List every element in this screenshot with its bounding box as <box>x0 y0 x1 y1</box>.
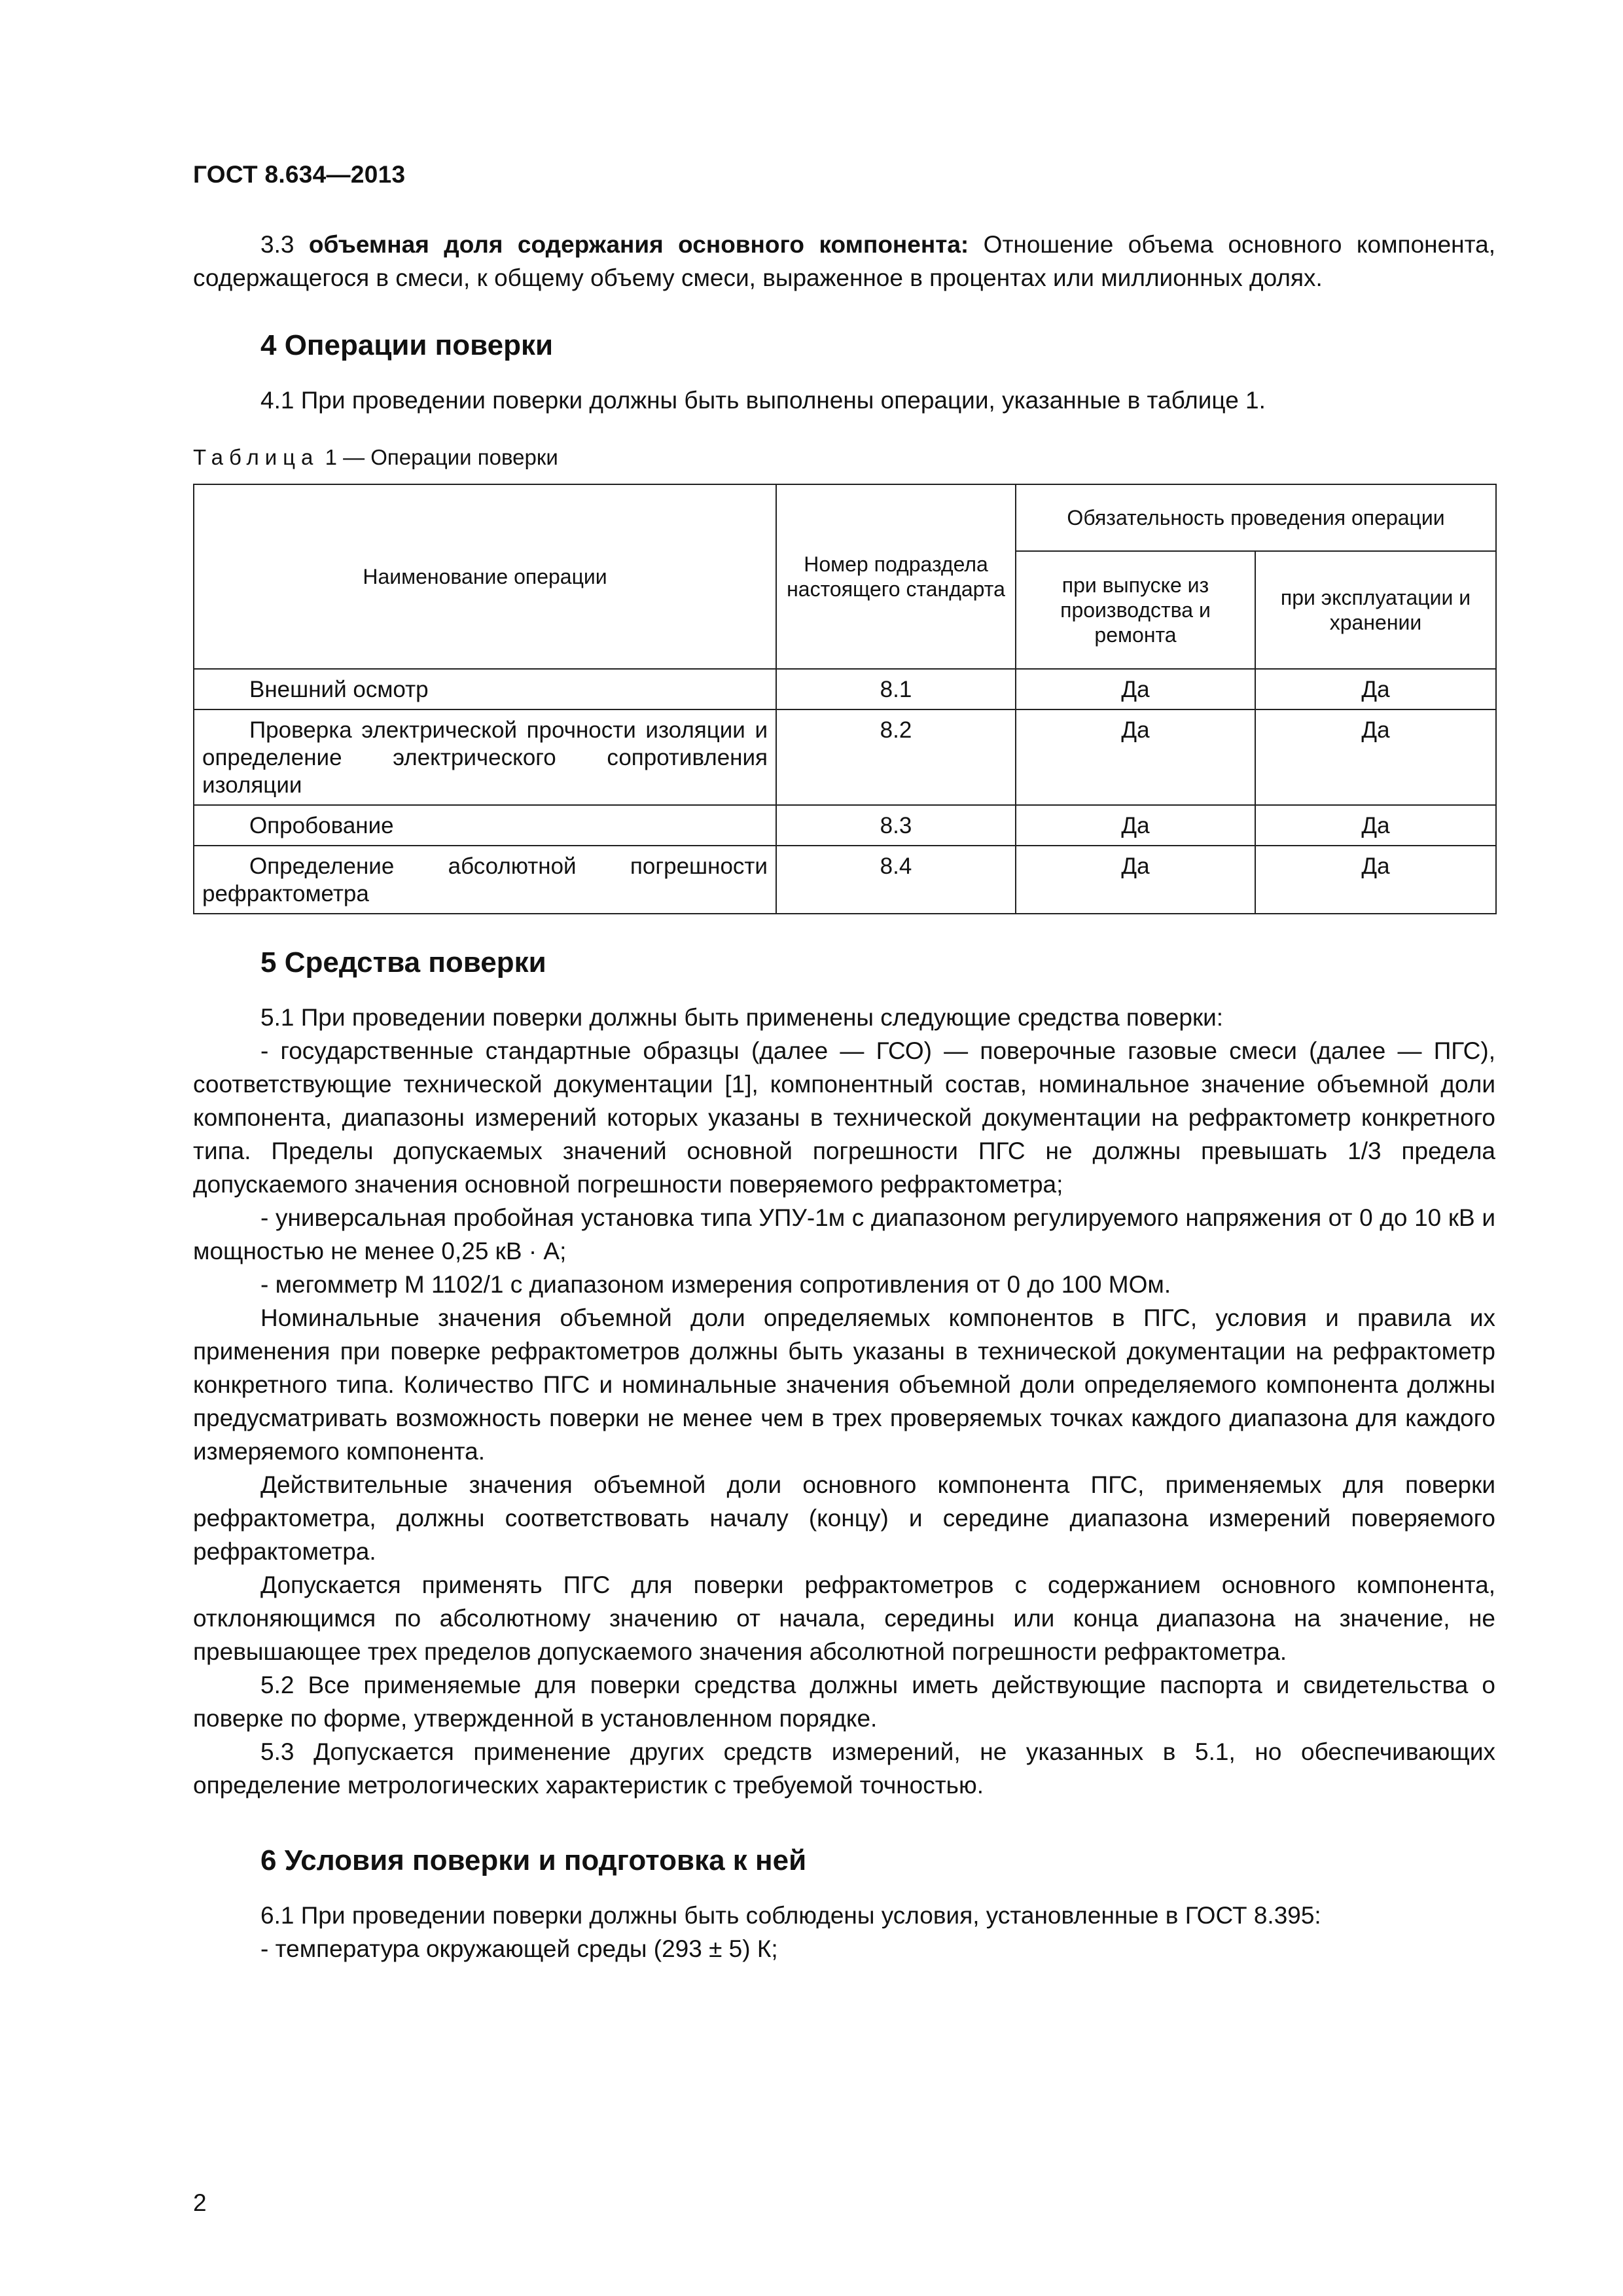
header-mandatory: Обязательность проведения операции <box>1016 484 1496 551</box>
document-body <box>193 228 1495 1965</box>
document-header: ГОСТ 8.634—2013 <box>193 161 406 188</box>
paragraph-5-3: 5.3 Допускается применение других средств измерений, не указанных в 5.1, но обеспечивающих определение метрологических характеристик с требуемой точностью. <box>193 1738 1495 1799</box>
table-row <box>194 805 1496 846</box>
row-operation-name: Опробование <box>194 805 776 846</box>
row-in-operation: Да <box>1255 805 1496 846</box>
row-operation-name: Внешний осмотр <box>194 669 776 709</box>
paragraph-6-1: 6.1 При проведении поверки должны быть соблюдены условия, установленные в ГОСТ 8.395: <box>260 1902 1321 1929</box>
operations-table <box>193 484 1497 914</box>
table-row <box>194 669 1496 709</box>
row-in-operation: Да <box>1255 709 1496 805</box>
row-subsection-number: 8.1 <box>776 669 1016 709</box>
row-operation-name: Проверка электрической прочности изоляции и определение электрического сопротивления изоляции <box>194 709 776 805</box>
section-5-heading: 5 Средства поверки <box>260 946 546 978</box>
list-item-temperature: - температура окружающей среды (293 ± 5) К; <box>260 1935 778 1962</box>
list-item-megohmmeter: - мегомметр М 1102/1 с диапазоном измерения сопротивления от 0 до 100 МОм. <box>260 1271 1171 1298</box>
row-in-operation: Да <box>1255 846 1496 914</box>
paragraph-4-1: 4.1 При проведении поверки должны быть выполнены операции, указанные в таблице 1. <box>260 387 1266 414</box>
row-in-operation: Да <box>1255 669 1496 709</box>
paragraph-allowed-pgs: Допускается применять ПГС для поверки рефрактометров с содержанием основного компонента, отклоняющимся по абсолютному значению от начала, середины или конца диапазона на значение, не превышающее трех пределов допускаемого значения абсолютной погрешности рефрактометра. <box>193 1571 1495 1665</box>
term-definition: объемная доля содержания основного компонента: <box>308 231 969 258</box>
table-1-caption <box>193 443 1495 472</box>
row-subsection-number: 8.3 <box>776 805 1016 846</box>
list-item-upu: - универсальная пробойная установка типа УПУ-1м с диапазоном регулируемого напряжения от 0 до 10 кВ и мощностью не менее 0,25 кВ · А; <box>193 1204 1495 1265</box>
paragraph-5-1: 5.1 При проведении поверки должны быть применены следующие средства поверки: <box>260 1004 1224 1031</box>
row-at-release: Да <box>1016 709 1255 805</box>
header-subsection-number: Номер подраздела настоящего стандарта <box>776 484 1016 669</box>
paragraph-3-3 <box>193 228 1495 295</box>
table-caption-word: Таблица <box>193 445 319 469</box>
paragraph-3-3-text: Отношение объема основного компонента, содержащегося в смеси, к общему объему смеси, выраженное в процентах или миллионных долях. <box>193 231 1495 291</box>
paragraph-3-3-number: 3.3 <box>260 231 294 258</box>
header-in-operation: при эксплуатации и хранении <box>1255 551 1496 669</box>
row-subsection-number: 8.2 <box>776 709 1016 805</box>
paragraph-nominal-values: Номинальные значения объемной доли определяемых компонентов в ПГС, условия и правила их применения при поверке рефрактометров должны быть указаны в технической документации на рефрактометр конкретного типа. Количество ПГС и номинальные значения объемной доли определяемого компонента должны предусматривать возможность поверки не менее чем в трех проверяемых точках каждого диапазона для каждого измеряемого компонента. <box>193 1304 1495 1465</box>
row-operation-name: Определение абсолютной погрешности рефрактометра <box>194 846 776 914</box>
section-4-heading: 4 Операции поверки <box>260 329 554 361</box>
row-at-release: Да <box>1016 669 1255 709</box>
row-at-release: Да <box>1016 805 1255 846</box>
paragraph-actual-values: Действительные значения объемной доли основного компонента ПГС, применяемых для поверки рефрактометра, должны соответствовать началу (концу) и середине диапазона измерений поверяемого рефрактометра. <box>193 1471 1495 1565</box>
paragraph-5-2: 5.2 Все применяемые для поверки средства должны иметь действующие паспорта и свидетельства о поверке по форме, утвержденной в установленном порядке. <box>193 1672 1495 1732</box>
section-6-heading: 6 Условия поверки и подготовка к ней <box>260 1844 807 1876</box>
page-number: 2 <box>193 2189 207 2216</box>
row-at-release: Да <box>1016 846 1255 914</box>
header-at-release: при выпуске из производства и ремонта <box>1016 551 1255 669</box>
row-subsection-number: 8.4 <box>776 846 1016 914</box>
table-caption-title: 1 — Операции поверки <box>325 445 558 469</box>
list-item-gso: - государственные стандартные образцы (далее — ГСО) — поверочные газовые смеси (далее — ПГС), соответствующие технической документации [1], компонентный состав, номинальное значение объемной доли компонента, диапазоны измерений которых указаны в технической документации на рефрактометр конкретного типа. Пределы допускаемых значений основной погрешности ПГС не должны превышать 1/3 предела допускаемого значения основной погрешности поверяемого рефрактометра; <box>193 1037 1495 1198</box>
table-row <box>194 709 1496 805</box>
header-operation-name: Наименование операции <box>194 484 776 669</box>
table-row <box>194 846 1496 914</box>
